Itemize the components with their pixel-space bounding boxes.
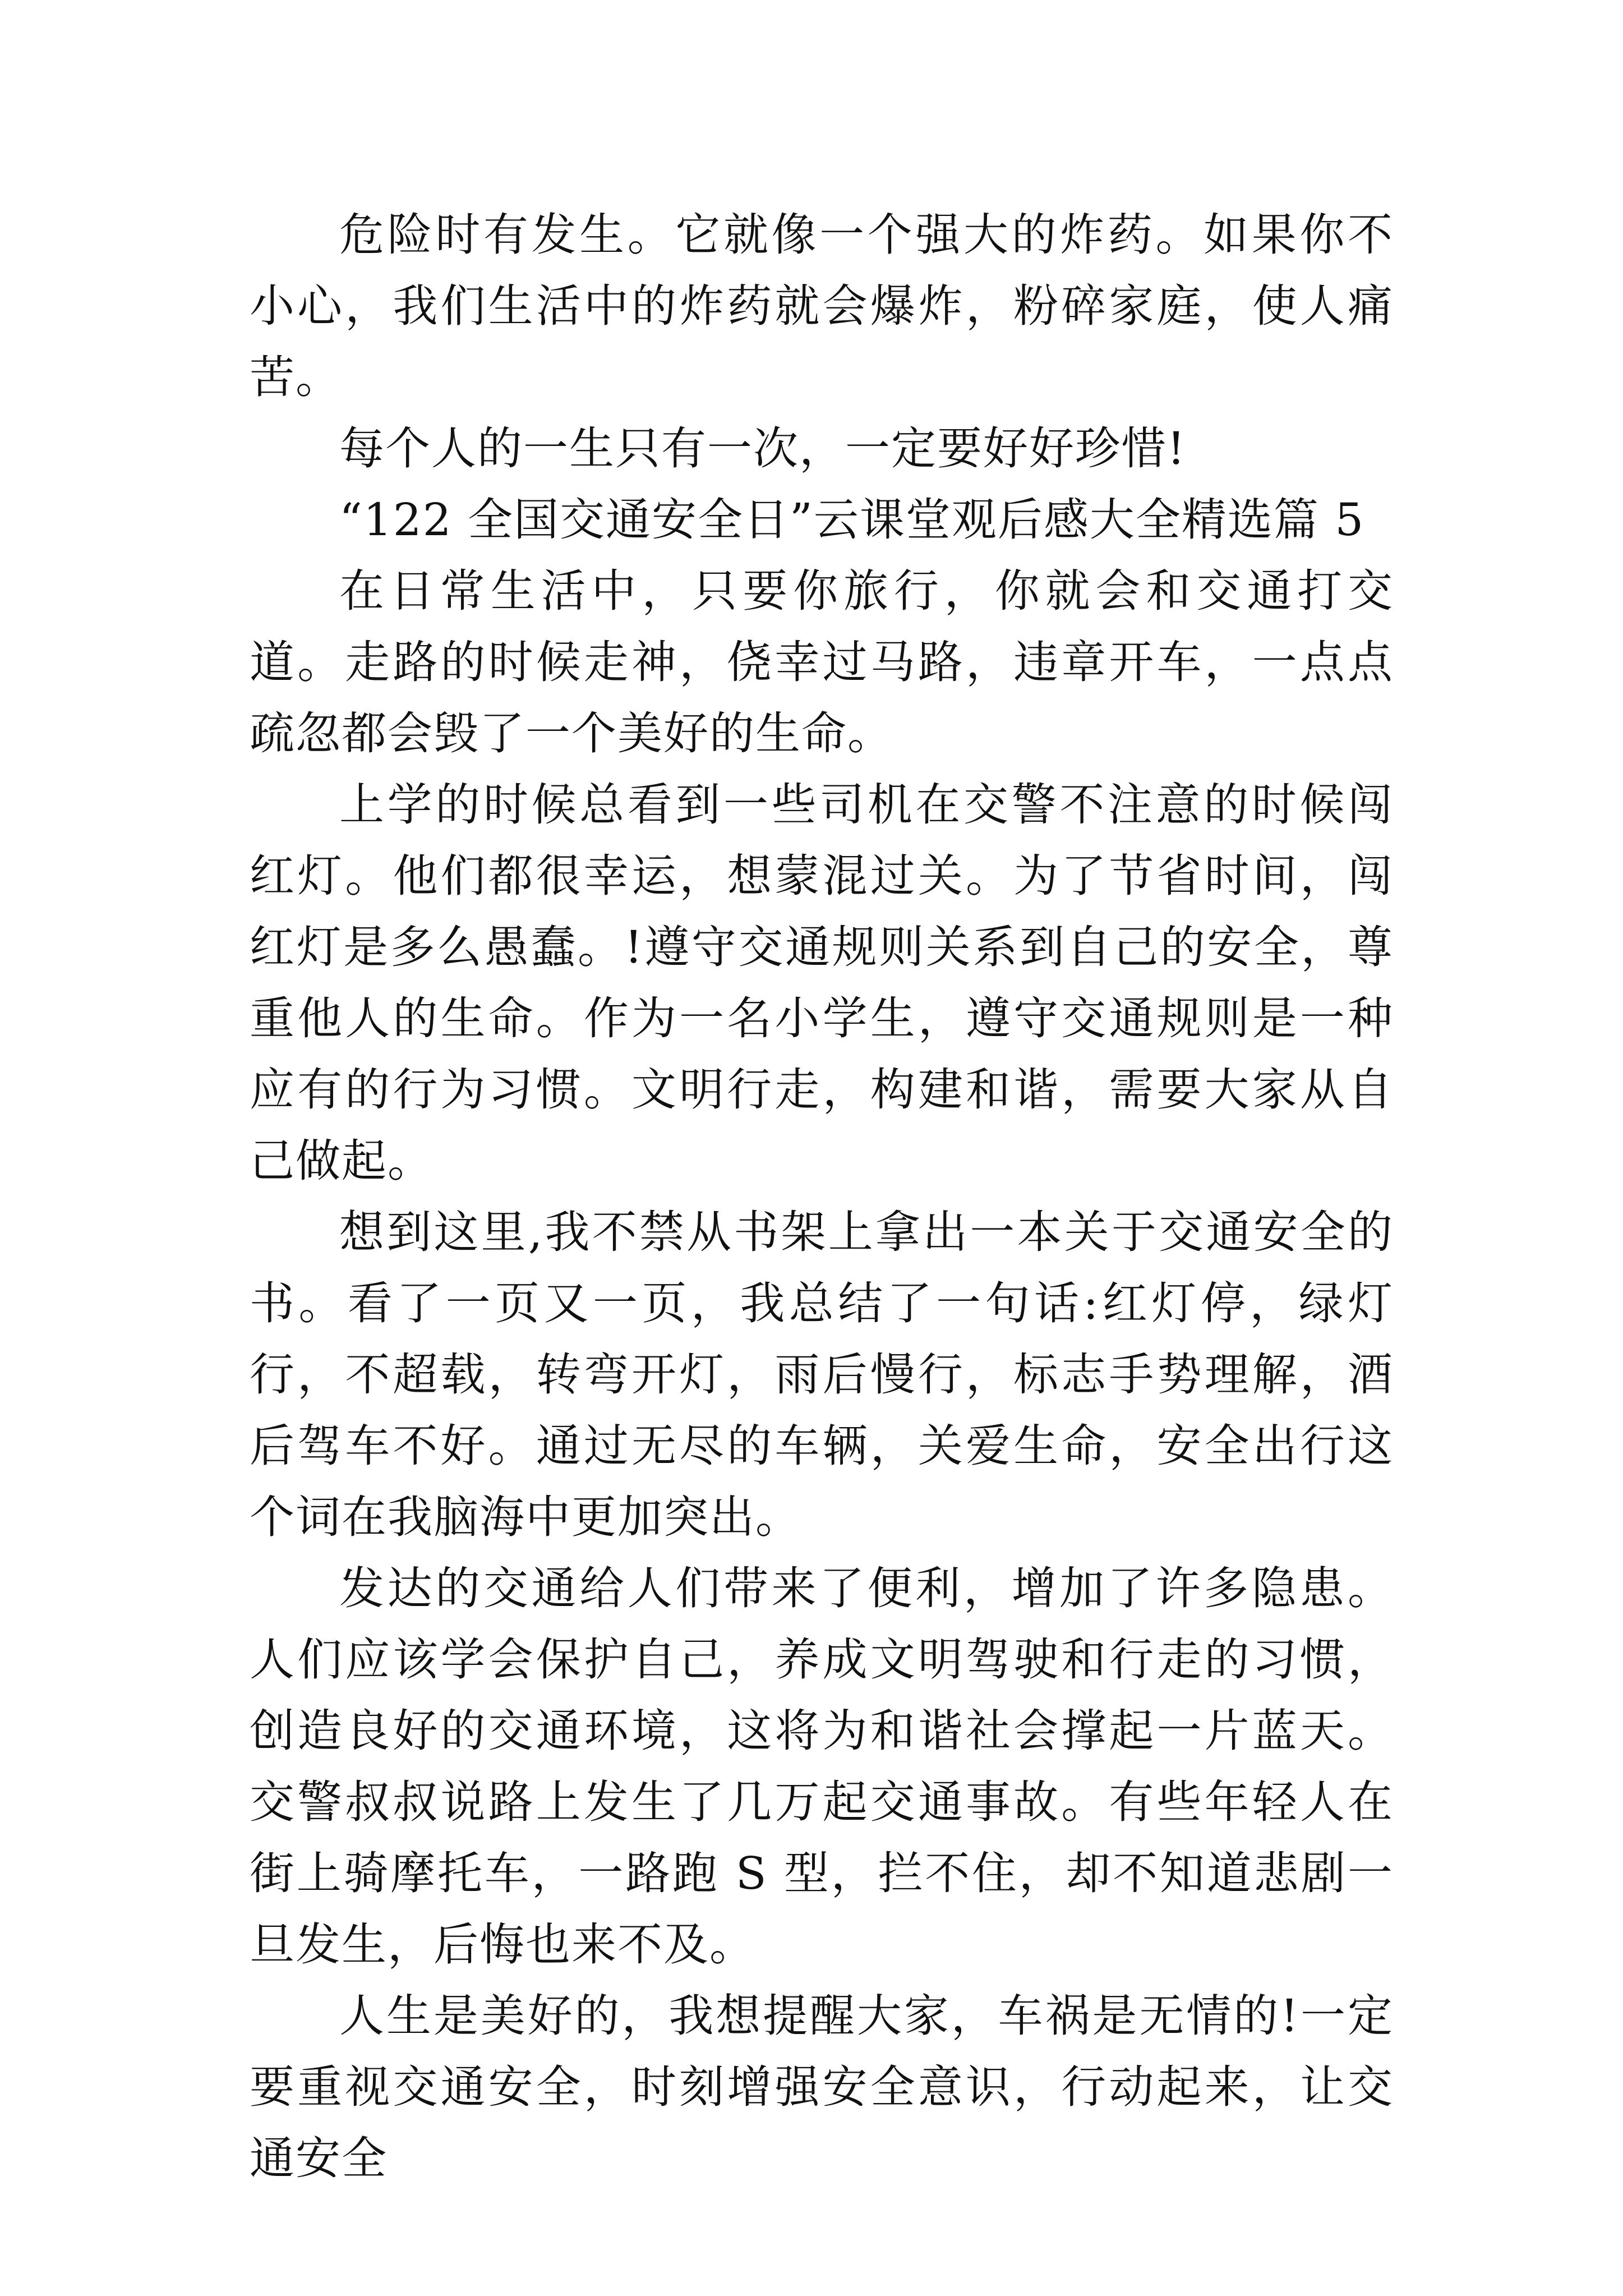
paragraph-developed-traffic: 发达的交通给人们带来了便利，增加了许多隐患。人们应该学会保护自己，养成文明驾驶和行走的习惯，创造良好的交通环境，这将为和谐社会撑起一片蓝天。交警叔叔说路上发生了几万起交通事故。有些年轻人在街上骑摩托车，一路跑 S 型，拦不住，却不知道悲剧一旦发生，后悔也来不及。 <box>250 1562 1394 1971</box>
paragraph-life-beautiful: 人生是美好的，我想提醒大家，车祸是无情的!一定要重视交通安全，时刻增强安全意识，行动起来，让交通安全 <box>250 1990 1394 2184</box>
paragraph-safety-book: 想到这里,我不禁从书架上拿出一本关于交通安全的书。看了一页又一页，我总结了一句话:红灯停，绿灯行，不超载，转弯开灯，雨后慢行，标志手势理解，酒后驾车不好。通过无尽的车辆，关爱生命，安全出行这个词在我脑海中更加突出。 <box>250 1206 1394 1543</box>
paragraph-cherish-life: 每个人的一生只有一次，一定要好好珍惜! <box>339 422 1187 475</box>
paragraph-danger: 危险时有发生。它就像一个强大的炸药。如果你不小心，我们生活中的炸药就会爆炸，粉碎家庭，使人痛苦。 <box>250 209 1394 403</box>
document-body <box>250 199 1394 2194</box>
section-heading: “122 全国交通安全日”云课堂观后感大全精选篇 5 <box>339 494 1365 546</box>
paragraph-red-light: 上学的时候总看到一些司机在交警不注意的时候闯红灯。他们都很幸运，想蒙混过关。为了节省时间，闯红灯是多么愚蠢。!遵守交通规则关系到自己的安全，尊重他人的生命。作为一名小学生，遵守交通规则是一种应有的行为习惯。文明行走，构建和谐，需要大家从自己做起。 <box>250 779 1394 1187</box>
paragraph-daily-traffic: 在日常生活中，只要你旅行，你就会和交通打交道。走路的时候走神，侥幸过马路，违章开车，一点点疏忽都会毁了一个美好的生命。 <box>250 565 1394 760</box>
